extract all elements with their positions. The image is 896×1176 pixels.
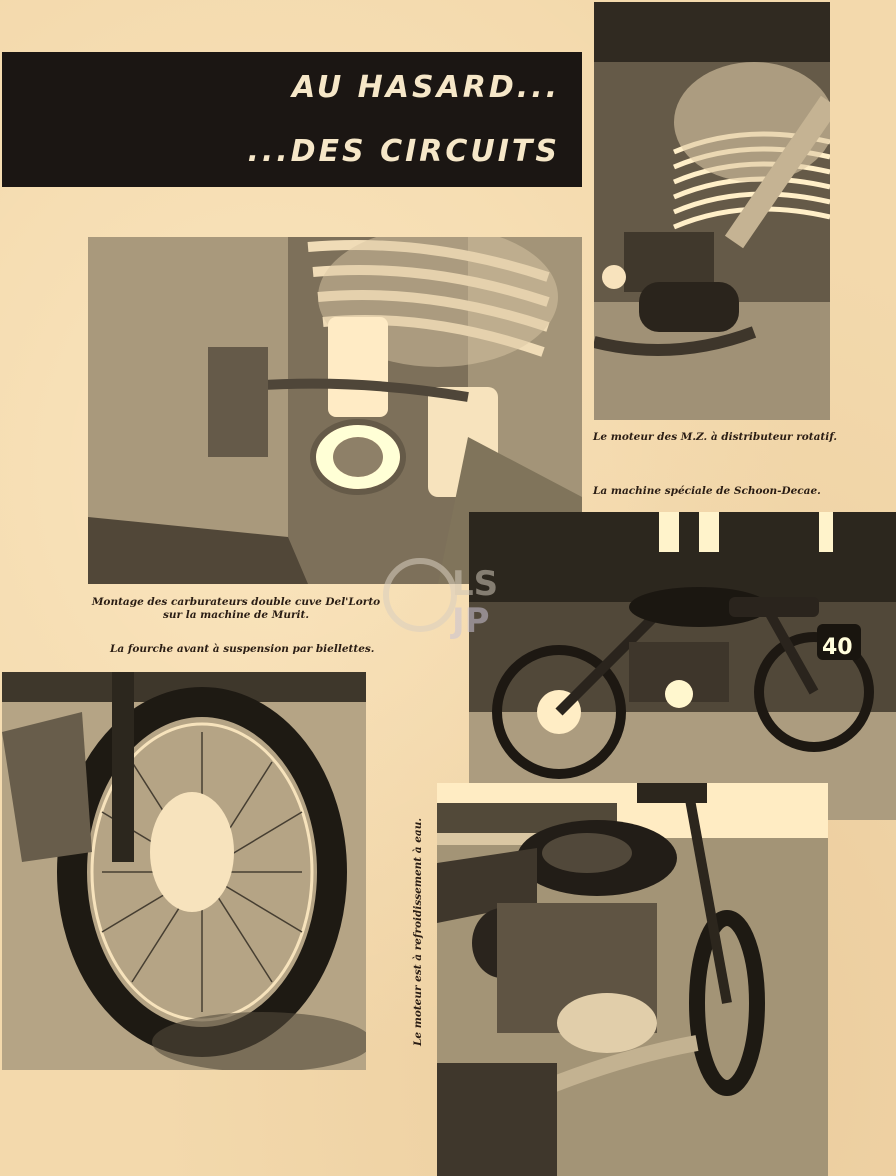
title-line-1: AU HASARD... xyxy=(291,70,560,105)
watermark-logo xyxy=(380,540,520,640)
mz-engine-photo xyxy=(594,2,830,420)
caption-fork: La fourche avant à suspension par biellettes. xyxy=(110,643,375,655)
front-wheel-photo xyxy=(2,672,366,1070)
svg-text:LS: LS xyxy=(452,564,499,604)
caption-water-cooling: Le moteur est à refroidissement à eau. xyxy=(412,818,424,1046)
svg-text:JP: JP xyxy=(452,601,490,640)
race-bike-photo xyxy=(469,512,896,820)
title-line-2: ...DES CIRCUITS xyxy=(247,134,560,169)
caption-carburetors: Montage des carburateurs double cuve Del'Lorto sur la machine de Murit. xyxy=(91,596,381,621)
caption-mz-engine: Le moteur des M.Z. à distributeur rotatif. xyxy=(593,431,838,443)
race-number: 40 xyxy=(822,635,853,660)
water-cooled-bike-photo xyxy=(437,783,828,1176)
title-banner xyxy=(2,52,582,187)
caption-schoon-decae: La machine spéciale de Schoon-Decae. xyxy=(593,485,821,497)
